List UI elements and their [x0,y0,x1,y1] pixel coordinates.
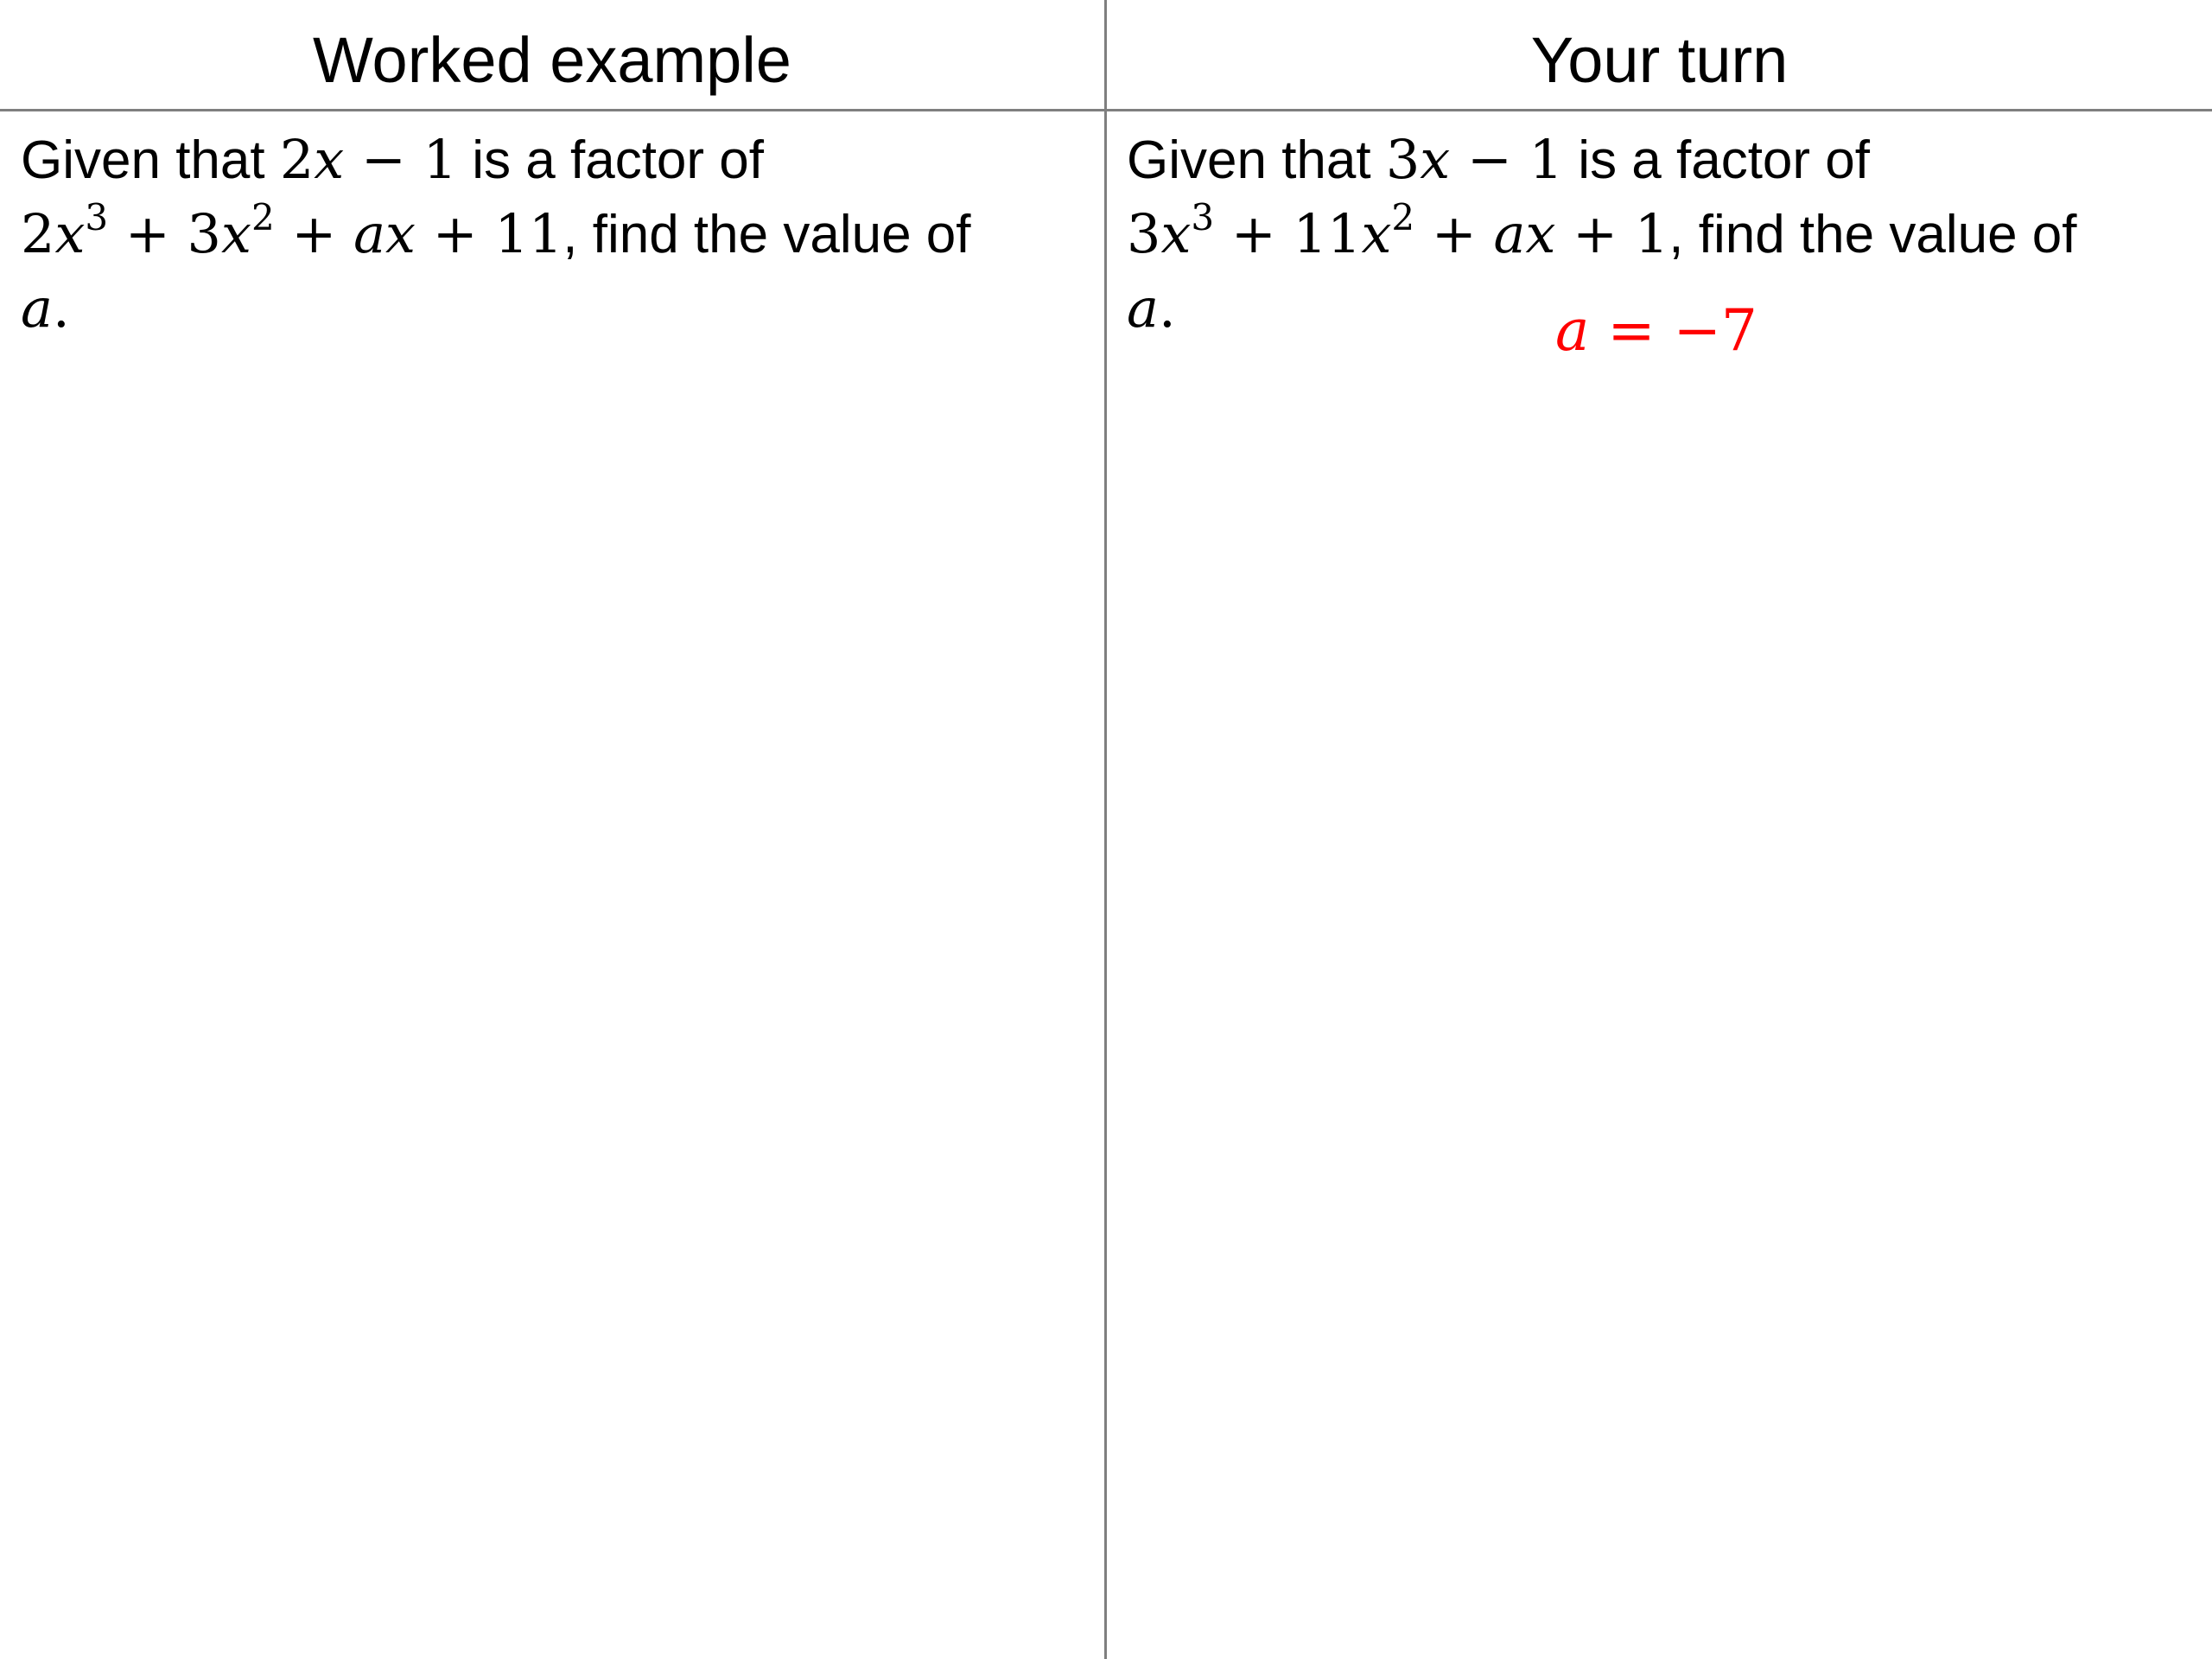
math-constant: 11 [494,202,563,265]
answer-variable: a [1555,297,1590,364]
question-text: is a factor of [1563,130,1870,190]
question-line-1 [21,123,971,197]
math-variable: x [220,202,251,265]
math-coefficient: 2 [21,202,55,265]
question-line-3 [21,271,971,346]
math-coefficient: 11 [1293,202,1362,265]
math-operator: + [274,202,354,265]
math-coefficient: 3 [1127,202,1161,265]
math-exponent: 3 [85,196,109,238]
math-variable: x [1361,202,1392,265]
math-variable: x [1160,202,1192,265]
math-exponent: 2 [1391,196,1415,238]
math-operator: + [416,202,495,265]
worked-example-heading: Worked example [313,24,791,96]
math-constant: 1 [1634,202,1669,265]
math-exponent: 3 [1191,196,1215,238]
math-operator: + [1414,202,1494,265]
math-variable: ax [353,202,416,265]
math-operator: + [1214,202,1294,265]
question-line-1 [1127,123,2077,197]
math-variable: a [1127,276,1159,340]
question-text: Given that [1127,130,1386,190]
question-text: , find the value of [1669,205,2077,264]
math-variable: x [314,128,345,191]
question-text: is a factor of [457,130,764,190]
question-text: Given that [21,130,280,190]
math-coefficient: 3 [187,202,221,265]
math-variable: x [1420,128,1451,191]
question-line-2 [1127,197,2077,271]
math-exponent: 2 [251,196,275,238]
column-divider [1104,0,1107,1659]
math-expression: − 1 [344,128,458,191]
answer-text [1555,294,1758,368]
math-variable: x [54,202,86,265]
math-operator: + [108,202,188,265]
worked-example-question [21,123,971,346]
math-punctuation: . [1158,276,1176,340]
math-expression: − 1 [1450,128,1564,191]
math-coefficient: 3 [1385,128,1421,191]
your-turn-heading: Your turn [1530,24,1789,96]
math-coefficient: 2 [279,128,315,191]
answer-value: = −7 [1589,297,1758,364]
math-punctuation: . [52,276,70,340]
math-variable: a [21,276,53,340]
question-line-2 [21,197,971,271]
math-operator: + [1555,202,1635,265]
question-text: , find the value of [563,205,971,264]
math-variable: ax [1493,202,1556,265]
